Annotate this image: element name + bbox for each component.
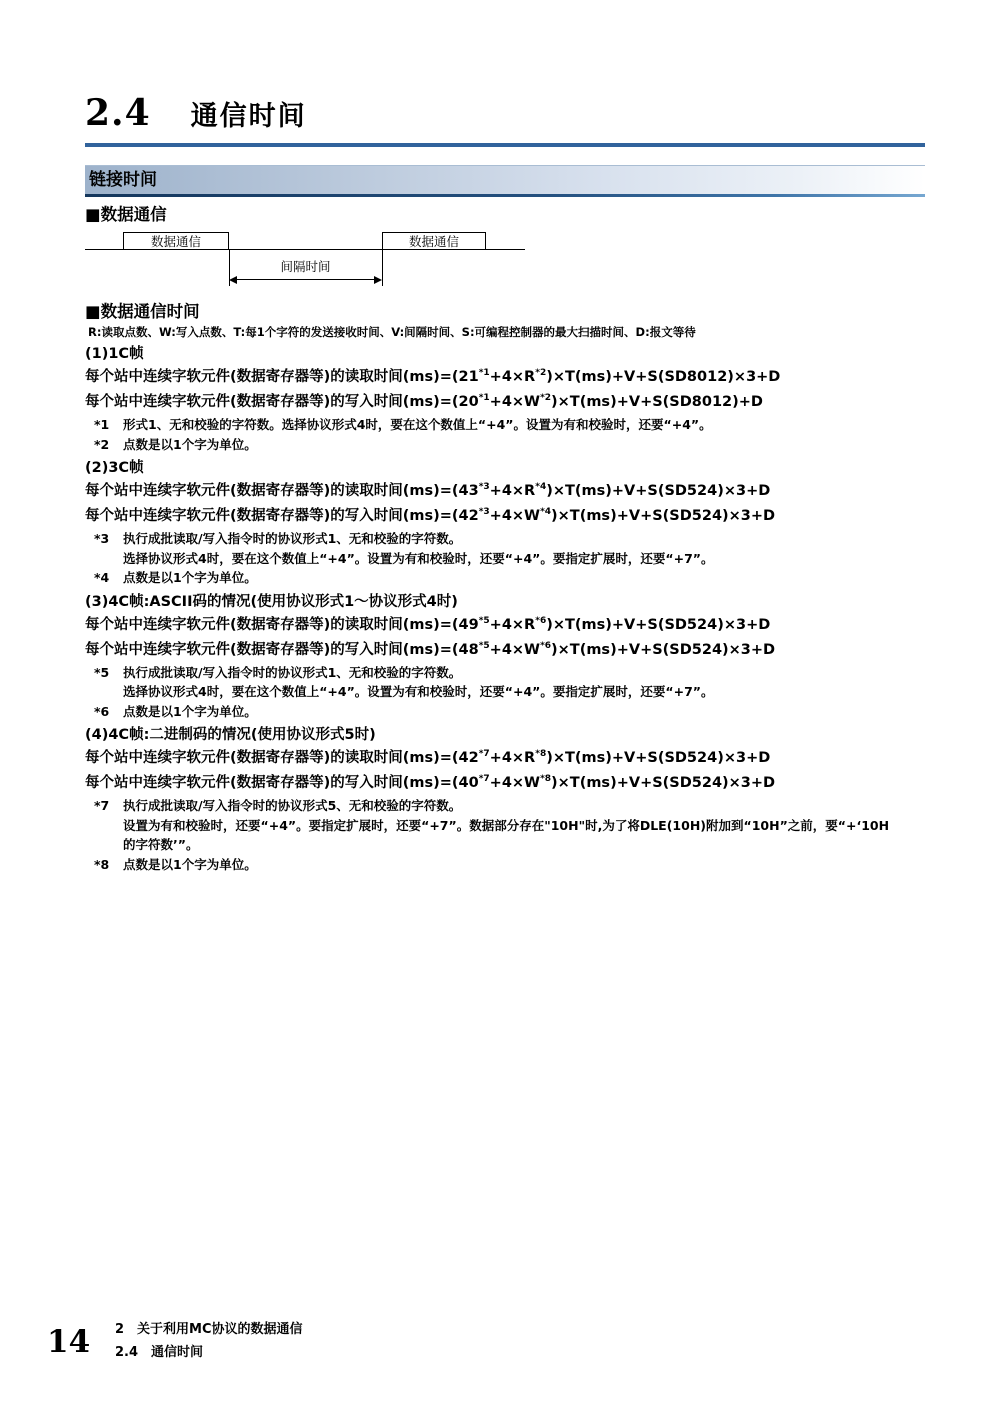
formula-text: 每个站中连续字软元件(数据寄存器等)的读取时间(ms)=(49 [85, 616, 479, 633]
formula-text: 每个站中连续字软元件(数据寄存器等)的写入时间(ms)=(42 [85, 508, 479, 524]
footnote-ref: *1 [478, 393, 490, 404]
subsection-header-label: 链接时间 [89, 170, 157, 190]
footnote-ref: *3 [478, 507, 490, 518]
section-label-4c-ascii: (3)4C帧:ASCII码的情况(使用协议形式1～协议形式4时) [85, 593, 458, 610]
footnote-marker: *5 [94, 664, 110, 680]
footnote [94, 855, 925, 875]
footnote-marker: *2 [94, 436, 110, 452]
formula-text: 每个站中连续字软元件(数据寄存器等)的读取时间(ms)=(43 [85, 483, 479, 499]
footnote-line: 点数是以1个字为单位。 [123, 856, 257, 872]
formula-text: )×T(ms)+V+S(SD8012)×3+D [546, 369, 781, 385]
footnote-ref: *7 [478, 749, 490, 760]
formula-read-time-4c-ascii [85, 613, 925, 638]
formula-text: )×T(ms)+V+S(SD524)×3+D [546, 750, 771, 766]
footnote-ref: *3 [478, 482, 490, 493]
formula-text: +4×R [489, 483, 536, 499]
footnote-ref: *6 [540, 640, 552, 651]
formula-read-time-4c-binary [85, 746, 925, 771]
footnote-line: 的字符数’”。 [123, 837, 199, 852]
formula-text: +4×W [489, 508, 541, 524]
formula-text: )×T(ms)+V+S(SD524)×3+D [546, 483, 771, 499]
footnote-line: 选择协议形式4时，要在这个数值上“+4”。设置为有和校验时，还要“+4”。要指定扩展时，还要“+7”。 [123, 550, 714, 566]
section-label-3c: (2)3C帧 [85, 460, 144, 476]
footnote-ref: *5 [478, 615, 490, 626]
footnote-marker: *7 [94, 798, 110, 813]
footer-chapter-line: 2 关于利用MC协议的数据通信 [115, 1322, 303, 1337]
footnote [94, 663, 925, 702]
formula-text: +4×R [489, 369, 536, 385]
formula-write-time-3c [85, 504, 925, 529]
footnote [94, 529, 925, 568]
footnote-marker: *8 [94, 856, 110, 872]
section-number: 2.4 [85, 92, 151, 134]
subsection-header-underline [85, 194, 925, 197]
footnote-marker: *3 [94, 531, 110, 546]
footnote-marker: *1 [94, 417, 110, 432]
heading-data-communication-time: ■数据通信时间 [85, 302, 200, 321]
diagram-box-data-comm-1: 数据通信 [123, 232, 229, 250]
formula-read-time-1c [85, 365, 925, 390]
footnote [94, 702, 925, 722]
footer-section-line: 2.4 通信时间 [115, 1345, 204, 1360]
footnote-ref: *7 [478, 774, 490, 785]
formula-text: )×T(ms)+V+S(SD524)×3+D [551, 508, 776, 524]
page-title [85, 88, 925, 147]
formula-write-time-1c [85, 390, 925, 415]
timing-diagram [85, 231, 545, 289]
heading-data-communication: ■数据通信 [85, 205, 167, 224]
formula-text: +4×R [489, 750, 536, 766]
diagram-vline-right [382, 249, 383, 286]
footnote-marker: *4 [94, 570, 110, 585]
footnote-ref: *2 [540, 393, 552, 404]
footnote-ref: *2 [535, 368, 547, 379]
footnote [94, 568, 925, 588]
footnote-marker: *6 [94, 703, 110, 719]
footnote [94, 415, 925, 435]
diagram-box-data-comm-2: 数据通信 [382, 232, 486, 250]
footnote-line: 点数是以1个字为单位。 [123, 703, 257, 719]
section-title: 通信时间 [190, 101, 307, 132]
footnote-line: 点数是以1个字为单位。 [123, 570, 257, 585]
formula-text: +4×W [489, 641, 541, 658]
footnote-line: 点数是以1个字为单位。 [123, 436, 257, 452]
legend-line: R:读取点数、W:写入点数、T:每1个字符的发送接收时间、V:间隔时间、S:可编程控制器的最大扫描时间、D:报文等待 [88, 325, 696, 339]
formula-text: )×T(ms)+V+S(SD8012)+D [551, 394, 763, 410]
formula-text: 每个站中连续字软元件(数据寄存器等)的写入时间(ms)=(40 [85, 775, 479, 791]
formula-text: 每个站中连续字软元件(数据寄存器等)的写入时间(ms)=(20 [85, 394, 479, 410]
formula-text: )×T(ms)+V+S(SD524)×3+D [546, 616, 771, 633]
formula-text: +4×W [489, 775, 541, 791]
subsection-header-bar [85, 165, 925, 194]
formula-write-time-4c-ascii [85, 638, 925, 663]
footnote-line: 执行成批读取/写入指令时的协议形式5、无和校验的字符数。 [123, 798, 462, 813]
section-label-4c-binary: (4)4C帧:二进制码的情况(使用协议形式5时) [85, 727, 376, 743]
formula-text: )×T(ms)+V+S(SD524)×3+D [551, 641, 776, 658]
formula-text: )×T(ms)+V+S(SD524)×3+D [551, 775, 776, 791]
formula-text: 每个站中连续字软元件(数据寄存器等)的读取时间(ms)=(21 [85, 369, 479, 385]
formula-text: +4×R [489, 616, 536, 633]
footnote-line: 设置为有和校验时，还要“+4”。要指定扩展时，还要“+7”。数据部分存在"10H"时,为了将DLE(10H)附加到“10H”之前，要“+‘10H [123, 817, 890, 833]
footnote-line: 形式1、无和校验的字符数。选择协议形式4时，要在这个数值上“+4”。设置为有和校验时，还要“+4”。 [123, 417, 712, 432]
diagram-double-arrow [231, 279, 380, 280]
footnote-line: 选择协议形式4时，要在这个数值上“+4”。设置为有和校验时，还要“+4”。要指定扩展时，还要“+7”。 [123, 684, 714, 699]
footnote [94, 796, 925, 855]
formula-read-time-3c [85, 479, 925, 504]
footnote-ref: *6 [535, 615, 547, 626]
footnote-ref: *8 [535, 749, 547, 760]
footnote-ref: *4 [540, 507, 552, 518]
diagram-interval-label: 间隔时间 [280, 259, 331, 274]
footnote [94, 435, 925, 455]
section-label-1c: (1)1C帧 [85, 346, 144, 362]
footer [115, 1318, 303, 1364]
formula-write-time-4c-binary [85, 771, 925, 796]
page-content [85, 88, 925, 874]
formula-text: +4×W [489, 394, 541, 410]
page-number: 14 [47, 1324, 91, 1360]
footnote-ref: *8 [540, 774, 552, 785]
footnote-ref: *4 [535, 482, 547, 493]
footnote-ref: *5 [478, 640, 490, 651]
footnote-line: 执行成批读取/写入指令时的协议形式1、无和校验的字符数。 [123, 531, 462, 546]
formula-text: 每个站中连续字软元件(数据寄存器等)的写入时间(ms)=(48 [85, 641, 479, 658]
footnote-line: 执行成批读取/写入指令时的协议形式1、无和校验的字符数。 [123, 664, 462, 680]
footnote-ref: *1 [478, 368, 490, 379]
formula-text: 每个站中连续字软元件(数据寄存器等)的读取时间(ms)=(42 [85, 750, 479, 766]
